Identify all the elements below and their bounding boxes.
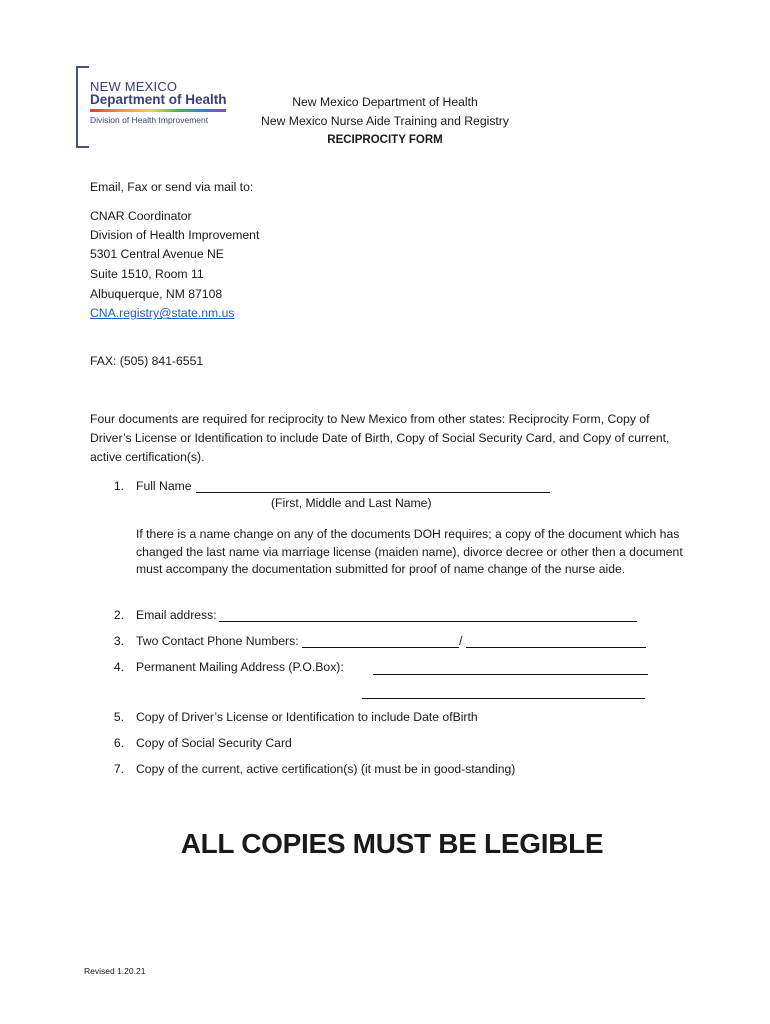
nm-doh-logo [76,66,236,146]
item-number: 4. [113,660,124,674]
requirements-paragraph: Four documents are required for reciprocity to New Mexico from other states: Reciprocity Form, Copy of Driver’s License or Identification to include Date of Birth, Copy of Social Security Card, and Copy of current, active certification(s). [90,412,670,464]
item-number: 3. [113,634,124,648]
logo-line-1: NEW MEXICO [90,79,178,94]
address-line: 5301 Central Avenue NE [90,247,224,261]
email-link[interactable]: CNA.registry@state.nm.us [90,306,235,320]
phone-numbers-label: Two Contact Phone Numbers: [136,634,299,648]
revision-date: Revised 1.20.21 [84,966,146,976]
document-header [230,93,540,150]
item-number: 2. [113,608,124,622]
phone-number-2-field[interactable] [466,647,646,648]
item-number: 5. [113,710,124,724]
header-line-2: New Mexico Nurse Aide Training and Registry [261,114,509,128]
full-name-hint: (First, Middle and Last Name) [271,496,432,510]
full-name-field[interactable] [196,492,550,493]
full-name-label: Full Name [136,479,192,493]
phone-number-1-field[interactable] [302,647,459,648]
address-line: Albuquerque, NM 87108 [90,287,223,301]
address-line: CNAR Coordinator [90,209,192,223]
drivers-license-item: Copy of Driver’s License or Identification to include Date ofBirth [136,710,478,724]
email-address-field[interactable] [219,621,637,622]
name-change-note: If there is a name change on any of the documents DOH requires; a copy of the document which has changed the last name via marriage license (maiden name), divorce decree or other then a document must accompany the documentation submitted for proof of name change of the nurse aide. [136,527,683,576]
fax-number: FAX: (505) 841-6551 [90,354,204,368]
mailing-address-label: Permanent Mailing Address (P.O.Box): [136,660,344,674]
logo-line-3: Division of Health Improvement [90,115,209,125]
mailing-address-field-1[interactable] [373,674,648,675]
logo-color-bar [90,109,226,112]
email-address-label: Email address: [136,608,217,622]
social-security-item: Copy of Social Security Card [136,736,292,750]
item-number: 6. [113,736,124,750]
logo-line-2: Department of Health [90,92,227,107]
send-intro: Email, Fax or send via mail to: [90,180,254,194]
header-line-1: New Mexico Department of Health [292,95,478,109]
legibility-notice: ALL COPIES MUST BE LEGIBLE [180,828,604,859]
certification-item: Copy of the current, active certification(s) (it must be in good-standing) [136,762,516,776]
logo-state-outline [76,66,89,148]
address-line: Suite 1510, Room 11 [90,267,204,281]
form-title: RECIPROCITY FORM [327,134,443,146]
address-line: Division of Health Improvement [90,228,260,242]
mailing-address-field-2[interactable] [362,698,645,699]
item-number: 1. [113,479,124,493]
item-number: 7. [113,762,124,776]
phone-separator: / [459,634,463,648]
